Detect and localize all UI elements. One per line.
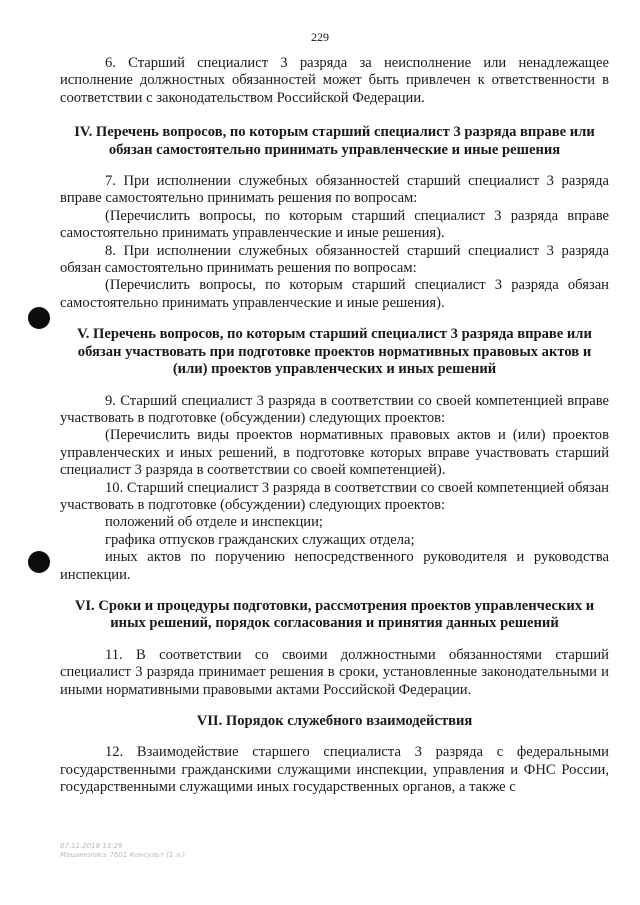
paragraph-11: 11. В соответствии со своими должностными обязанностями старший специалист 3 разряда принимает решения в сроки, установленные законодательными и иными нормативными правовыми актами Российской Федерации. [60, 646, 609, 698]
paragraph-9: 9. Старший специалист 3 разряда в соответствии со своей компетенцией вправе участвовать в подготовке (обсуждении) следующих проектов: [60, 392, 609, 426]
paragraph-8: 8. При исполнении служебных обязанностей старший специалист 3 разряда обязан самостоятельно принимать решения по вопросам: [60, 242, 609, 277]
paragraph-7: 7. При исполнении служебных обязанностей старший специалист 3 разряда вправе самостоятельно принимать решения по вопросам: [60, 173, 609, 207]
punch-hole-top [28, 307, 50, 329]
stamp-line-2: Машинопись 7601 Консульт (1 л.) [60, 851, 186, 859]
section-heading-iv: IV. Перечень вопросов, по которым старший специалист 3 разряда вправе или обязан самостоятельно принимать управленческие и иные решения [74, 124, 595, 158]
paragraph-10-item-3: иных актов по поручению непосредственного руководителя и руководства инспекции. [60, 549, 609, 583]
section-heading-vii: VII. Порядок служебного взаимодействия [196, 713, 473, 729]
paragraph-10-item-1: положений об отделе и инспекции; [105, 514, 323, 531]
section-heading-vi: VI. Сроки и процедуры подготовки, рассмотрения проектов управленческих и иных решений, порядок согласования и принятия данных решений [74, 597, 595, 632]
page-number: 229 [311, 30, 329, 44]
registration-stamp [60, 842, 185, 860]
paragraph-12: 12. Взаимодействие старшего специалиста 3 разряда с федеральными государственными гражданскими служащими инспекции, управления и ФНС России, государственными служащими иных государственных органов, а также с [60, 744, 609, 796]
paragraph-6: 6. Старший специалист 3 разряда за неисполнение или ненадлежащее исполнение должностных обязанностей может быть привлечен к ответственности в соответствии с законодательством Российской Федерации. [60, 55, 609, 106]
stamp-line-1: 07.11.2018 13:29 [60, 842, 123, 850]
paragraph-10: 10. Старший специалист 3 разряда в соответствии со своей компетенцией обязан участвовать в подготовке (обсуждении) следующих проектов: [60, 479, 609, 513]
document-body [60, 55, 609, 797]
paragraph-7-note: (Перечислить вопросы, по которым старший специалист 3 разряда вправе самостоятельно принимать управленческие и иные решения). [60, 207, 609, 242]
section-heading-v: V. Перечень вопросов, по которым старший специалист 3 разряда вправе или обязан участвовать при подготовке проектов нормативных правовых актов и (или) проектов управленческих и иных решений [77, 326, 592, 378]
paragraph-10-item-2: графика отпусков гражданских служащих отдела; [105, 531, 415, 548]
paragraph-8-note: (Перечислить вопросы, по которым старший специалист 3 разряда обязан самостоятельно принимать управленческие и иные решения). [60, 277, 609, 311]
punch-hole-bottom [28, 551, 50, 573]
paragraph-9-note: (Перечислить виды проектов нормативных правовых актов и (или) проектов управленческих и иных решений, в подготовке которых вправе участвовать старший специалист 3 разряда в соответствии со своей компетенцией). [60, 427, 609, 479]
